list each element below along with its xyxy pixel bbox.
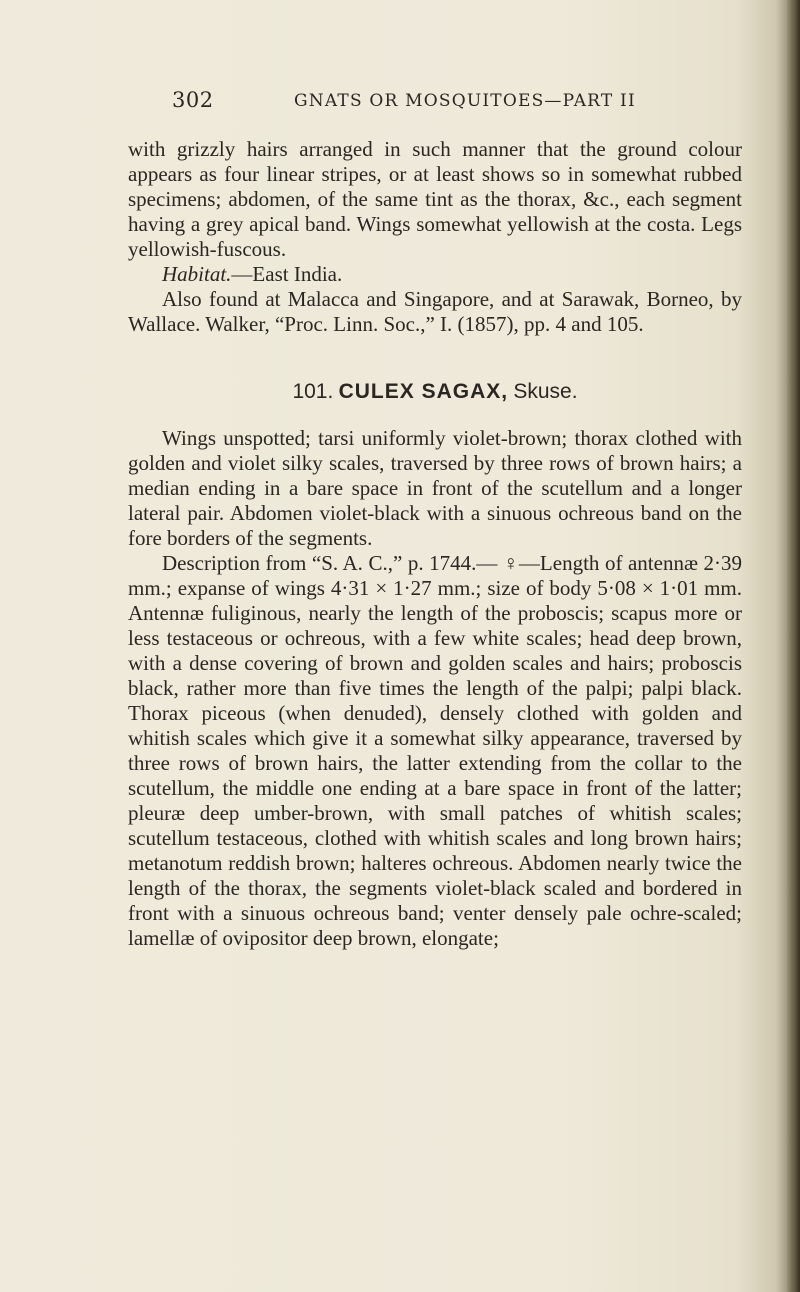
running-title: GNATS OR MOSQUITOES—PART II <box>294 91 636 111</box>
species-name: CULEX SAGAX, <box>338 380 509 403</box>
species-number: 101. <box>292 380 334 403</box>
page-number: 302 <box>172 88 214 112</box>
species-author: Skuse. <box>513 380 578 403</box>
habitat-value: —East India. <box>231 262 343 286</box>
habitat-label: Habitat. <box>162 262 232 286</box>
page-header <box>172 88 772 118</box>
body-text <box>128 137 742 951</box>
species-heading <box>128 379 742 404</box>
continuation-paragraph: with grizzly hairs arranged in such manner that the ground colour appears as four linear stripes, or at least shows so in somewhat rubbed specimens; abdomen, of the same tint as the thorax, &c., each segment having a grey apical band. Wings somewhat yellowish at the costa. Legs yellowish-fuscous. <box>128 137 742 261</box>
page-edge-shadow <box>786 0 800 1292</box>
also-found-paragraph: Also found at Malacca and Singapore, and at Sarawak, Borneo, by Wallace. Walker, “Proc. Linn. Soc.,” I. (1857), pp. 4 and 105. <box>128 287 742 336</box>
habitat-line <box>128 262 742 287</box>
species-summary: Wings unspotted; tarsi uniformly violet-brown; thorax clothed with golden and violet silky scales, traversed by three rows of brown hairs; a median ending in a bare space in front of the scutellum and a longer lateral pair. Abdomen violet-black with a sinuous ochreous band on the fore borders of the segments. <box>128 426 742 550</box>
species-description: Description from “S. A. C.,” p. 1744.— ♀—Length of antennæ 2·39 mm.; expanse of wings 4·31 × 1·27 mm.; size of body 5·08 × 1·01 mm. Antennæ fuliginous, nearly the length of the proboscis; scapus more or less testaceous or ochreous, with a few white scales; head deep brown, with a dense covering of brown and golden scales and hairs; proboscis black, rather more than five times the length of the palpi; palpi black. Thorax piceous (when denuded), densely clothed with golden and whitish scales which give it a somewhat silky appearance, traversed by three rows of brown hairs, the latter extending from the collar to the scutellum, the middle one ending at a bare space in front of the latter; pleuræ deep umber-brown, with small patches of whitish scales; scutellum testaceous, clothed with whitish scales and long brown hairs; metanotum reddish brown; halteres ochreous. Abdomen nearly twice the length of the thorax, the segments violet-black scaled and bordered in front with a sinuous ochreous band; venter densely pale ochre-scaled; lamellæ of ovipositor deep brown, elongate; <box>128 551 742 950</box>
